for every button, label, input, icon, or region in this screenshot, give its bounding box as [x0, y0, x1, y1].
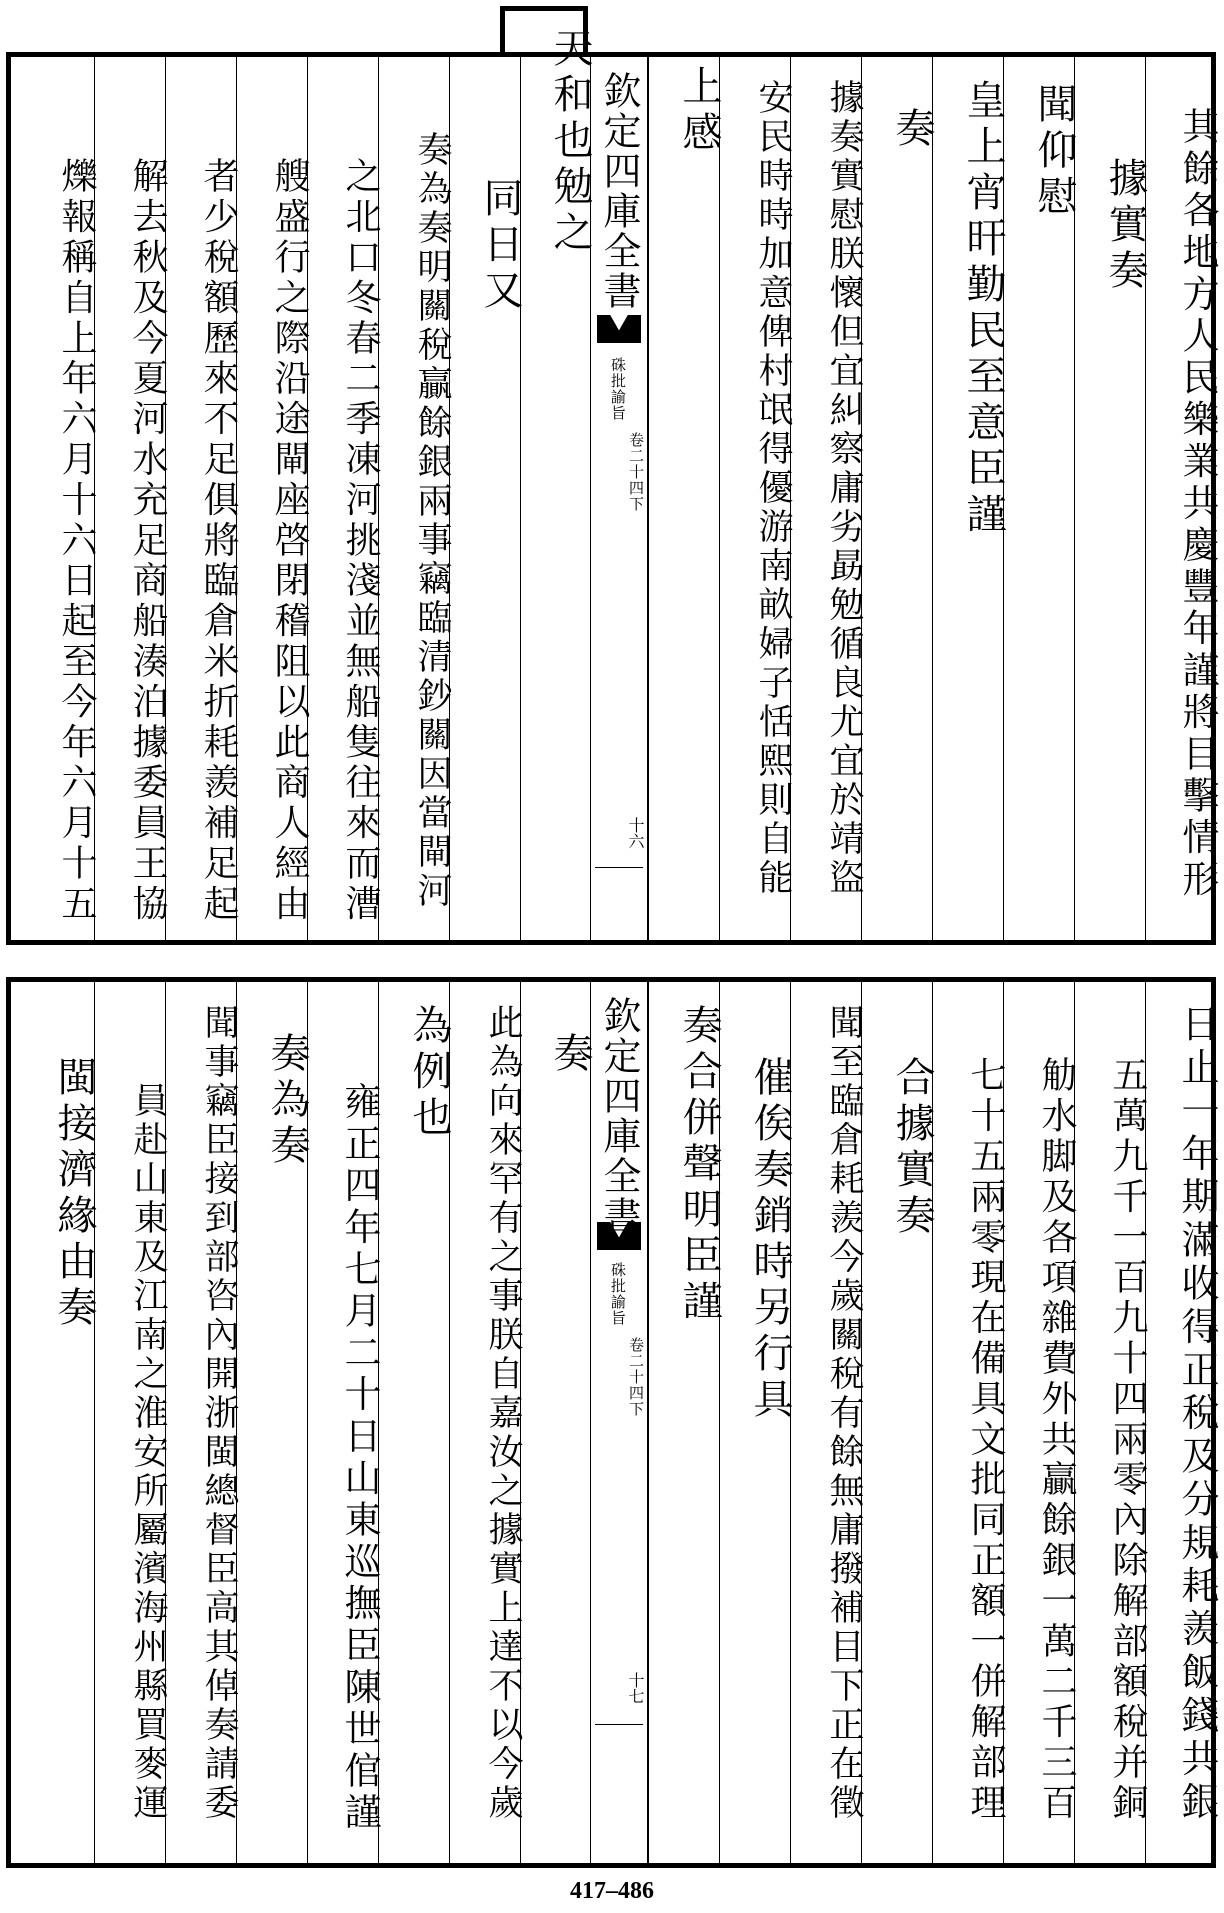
column-text: 此為向來罕有之事朕自嘉汝之據實上達不以今歲 [483, 1004, 523, 1823]
text-column [1003, 982, 1077, 1863]
section-title: 硃批諭旨 [609, 1262, 627, 1326]
column-text: 觔水脚及各項雜費外共贏餘銀一萬二千三百 [1036, 1056, 1077, 1824]
text-column [165, 982, 239, 1863]
text-column [378, 982, 452, 1863]
text-column [94, 982, 168, 1863]
text-column [236, 57, 310, 940]
text-column [11, 57, 97, 940]
book-title: 欽定四庫全書 [597, 996, 641, 1236]
volume-label: 卷二十四下 [627, 432, 645, 512]
section-title: 硃批諭旨 [609, 357, 627, 421]
text-column [719, 57, 793, 940]
text-column [719, 982, 793, 1863]
gutter-rule [595, 867, 643, 868]
column-text: 聞仰慰 [1031, 83, 1077, 221]
column-text: 奏 [889, 107, 935, 153]
text-column [378, 57, 452, 940]
tab-column [520, 27, 593, 940]
text-column [932, 57, 1006, 940]
column-text: 解去秋及今夏河水充足商船湊泊據委員王協 [127, 157, 168, 925]
gutter-column [590, 982, 648, 1863]
text-column [11, 982, 97, 1863]
column-text: 艘盛行之際沿途閘座啓閉稽阻以此商人經由 [269, 157, 310, 925]
text-column [1145, 57, 1219, 940]
column-text: 上感 [676, 65, 722, 157]
column-text: 為例也 [406, 1004, 452, 1142]
column-text: 者少稅額歷來不足俱將臨倉米折耗羨補足起 [198, 157, 239, 925]
text-column [165, 57, 239, 940]
top-page [6, 27, 1219, 945]
column-text: 閩接濟緣由奏 [51, 1056, 97, 1332]
text-column [1145, 982, 1219, 1863]
column-text: 雍正四年七月二十日山東巡撫臣陳世倌謹 [338, 1082, 381, 1835]
text-column [1074, 982, 1148, 1863]
column-text: 奏合併聲明臣謹 [676, 1004, 722, 1326]
column-text: 據奏實慰朕懷但宜糾察庸劣勗勉循良尤宜於靖盜 [824, 79, 864, 898]
text-column [94, 57, 168, 940]
text-column [520, 982, 593, 1863]
text-column [861, 982, 935, 1863]
text-column [648, 982, 722, 1863]
catalog-number: 417–486 [570, 1878, 654, 1904]
text-column [790, 982, 864, 1863]
column-text: 奏 [547, 1032, 593, 1078]
column-text: 聞至臨倉耗羨今歲關稅有餘無庸撥補目下正在徵 [824, 1004, 864, 1823]
text-column [648, 57, 722, 940]
text-column [449, 982, 523, 1863]
text-column [790, 57, 864, 940]
column-text: 同日又 [477, 177, 523, 315]
book-title: 欽定四庫全書 [597, 71, 641, 311]
column-text: 奏為奏明關稅贏餘銀兩事竊臨清鈔關因當閘河 [412, 131, 452, 911]
column-text: 奏為奏 [264, 1032, 310, 1170]
bottom-page [6, 977, 1219, 1868]
volume-label: 卷二十四下 [627, 1337, 645, 1417]
column-text: 之北口冬春二季凍河挑淺並無船隻往來而漕 [340, 157, 381, 925]
column-text: 五萬九千一百九十四兩零內除解部額稅并銅 [1107, 1056, 1148, 1824]
text-column [236, 982, 310, 1863]
column-text: 七十五兩零現在備具文批同正額一併解部理 [965, 1056, 1006, 1824]
column-text: 聞事竊臣接到部咨內開浙閩總督臣高其倬奏請委 [199, 1004, 239, 1823]
page-number: 十六 [626, 817, 645, 849]
column-text: 合據實奏 [889, 1056, 935, 1240]
column-text: 據實奏 [1102, 157, 1148, 295]
text-column [932, 982, 1006, 1863]
text-column [307, 57, 381, 940]
column-text: 催俟奏銷時另行具 [747, 1056, 793, 1424]
page-number: 十七 [626, 1672, 645, 1704]
text-column [449, 57, 523, 940]
text-column [1074, 57, 1148, 940]
text-column [1003, 57, 1077, 940]
fish-tail-mark [597, 315, 641, 343]
column-text: 天和也勉之 [547, 27, 593, 257]
gutter-rule [595, 1724, 643, 1725]
text-column [861, 57, 935, 940]
column-text: 員赴山東及江南之淮安所屬濱海州縣買麥運 [128, 1082, 168, 1823]
column-text: 皇上宵旰勤民至意臣謹 [960, 79, 1006, 539]
column-text: 日止一年期滿收得正稅及分規耗羨飯錢共銀 [1175, 1004, 1219, 1825]
column-text: 安民時時加意俾村氓得優游南畝婦子恬熙則自能 [753, 79, 793, 898]
gutter-column [590, 57, 648, 940]
text-column [307, 982, 381, 1863]
column-text: 其餘各地方人民樂業共慶豐年謹將目擊情形 [1176, 107, 1219, 902]
column-text: 爍報稱自上年六月十六日起至今年六月十五 [56, 157, 97, 925]
